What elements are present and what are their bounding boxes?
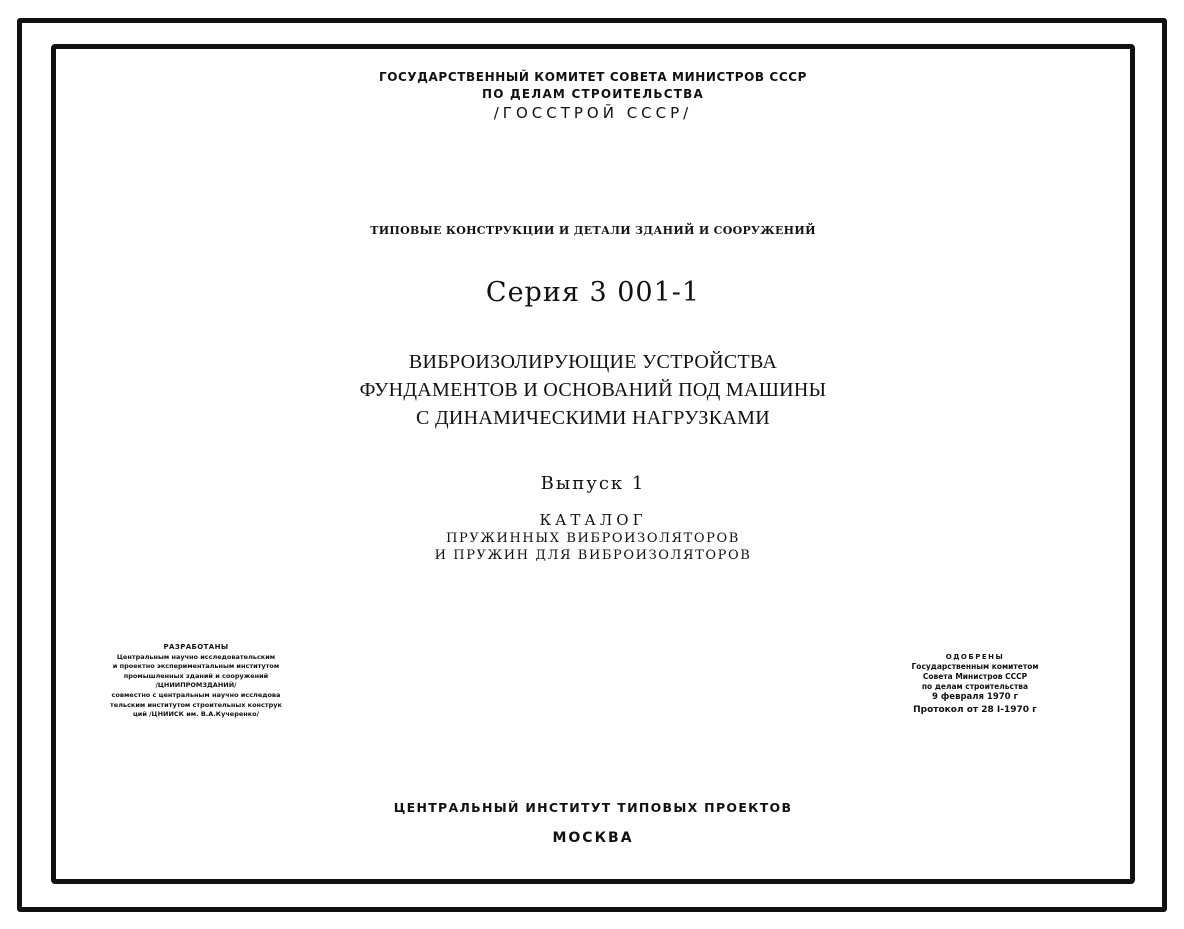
developed-by-block <box>84 643 308 720</box>
organization-line-3: /ГОССТРОЙ СССР/ <box>493 104 693 122</box>
series-title: Серия 3 001-1 <box>485 277 701 308</box>
organization-line-2: ПО ДЕЛАМ СТРОИТЕЛЬСТВА <box>481 87 705 101</box>
approved-by-line: Государственным комитетом <box>911 662 1039 671</box>
catalog-line-2: ПРУЖИННЫХ ВИБРОИЗОЛЯТОРОВ <box>446 531 740 546</box>
developed-by-line: и проектно экспериментальным институтом <box>112 662 280 671</box>
city: МОСКВА <box>552 830 634 846</box>
catalog-line-3: И ПРУЖИН ДЛЯ ВИБРОИЗОЛЯТОРОВ <box>434 548 752 563</box>
organization-line-1: ГОСУДАРСТВЕННЫЙ КОМИТЕТ СОВЕТА МИНИСТРОВ СССР <box>378 70 808 84</box>
protocol-reference: Протокол от 28 I-1970 г <box>913 705 1037 715</box>
approved-by-heading: ОДОБРЕНЫ <box>945 653 1005 661</box>
title-page <box>51 44 1135 884</box>
catalog-line-1: КАТАЛОГ <box>539 511 647 529</box>
main-title-line-2: ФУНДАМЕНТОВ И ОСНОВАНИЙ ПОД МАШИНЫ <box>359 379 827 401</box>
developed-by-line: Центральным научно исследовательским <box>116 652 276 661</box>
developed-by-line: совместно с центральным научно исследова <box>111 690 281 699</box>
developed-by-line: тельским институтом строительных конструк <box>110 700 282 709</box>
series-type: ТИПОВЫЕ КОНСТРУКЦИИ И ДЕТАЛИ ЗДАНИЙ И СООРУЖЕНИЙ <box>370 224 816 237</box>
approved-by-line: Совета Министров СССР <box>922 672 1028 681</box>
main-title-line-3: С ДИНАМИЧЕСКИМИ НАГРУЗКАМИ <box>416 407 770 429</box>
approval-date: 9 февраля 1970 г <box>932 692 1018 702</box>
developed-by-line: промышленных зданий и сооружений <box>123 671 269 680</box>
developed-by-heading: РАЗРАБОТАНЫ <box>163 643 229 651</box>
main-title-line-1: ВИБРОИЗОЛИРУЮЩИЕ УСТРОЙСТВА <box>408 351 778 373</box>
developed-by-line: ций /ЦНИИСК им. В.А.Кучеренко/ <box>132 710 259 719</box>
approved-by-line: по делам строительства <box>921 682 1029 691</box>
publisher: ЦЕНТРАЛЬНЫЙ ИНСТИТУТ ТИПОВЫХ ПРОЕКТОВ <box>393 800 793 815</box>
issue-number: Выпуск 1 <box>540 473 646 494</box>
approved-by-block <box>878 652 1072 715</box>
developed-by-line: /ЦНИИПРОМЗДАНИЙ/ <box>155 681 237 690</box>
